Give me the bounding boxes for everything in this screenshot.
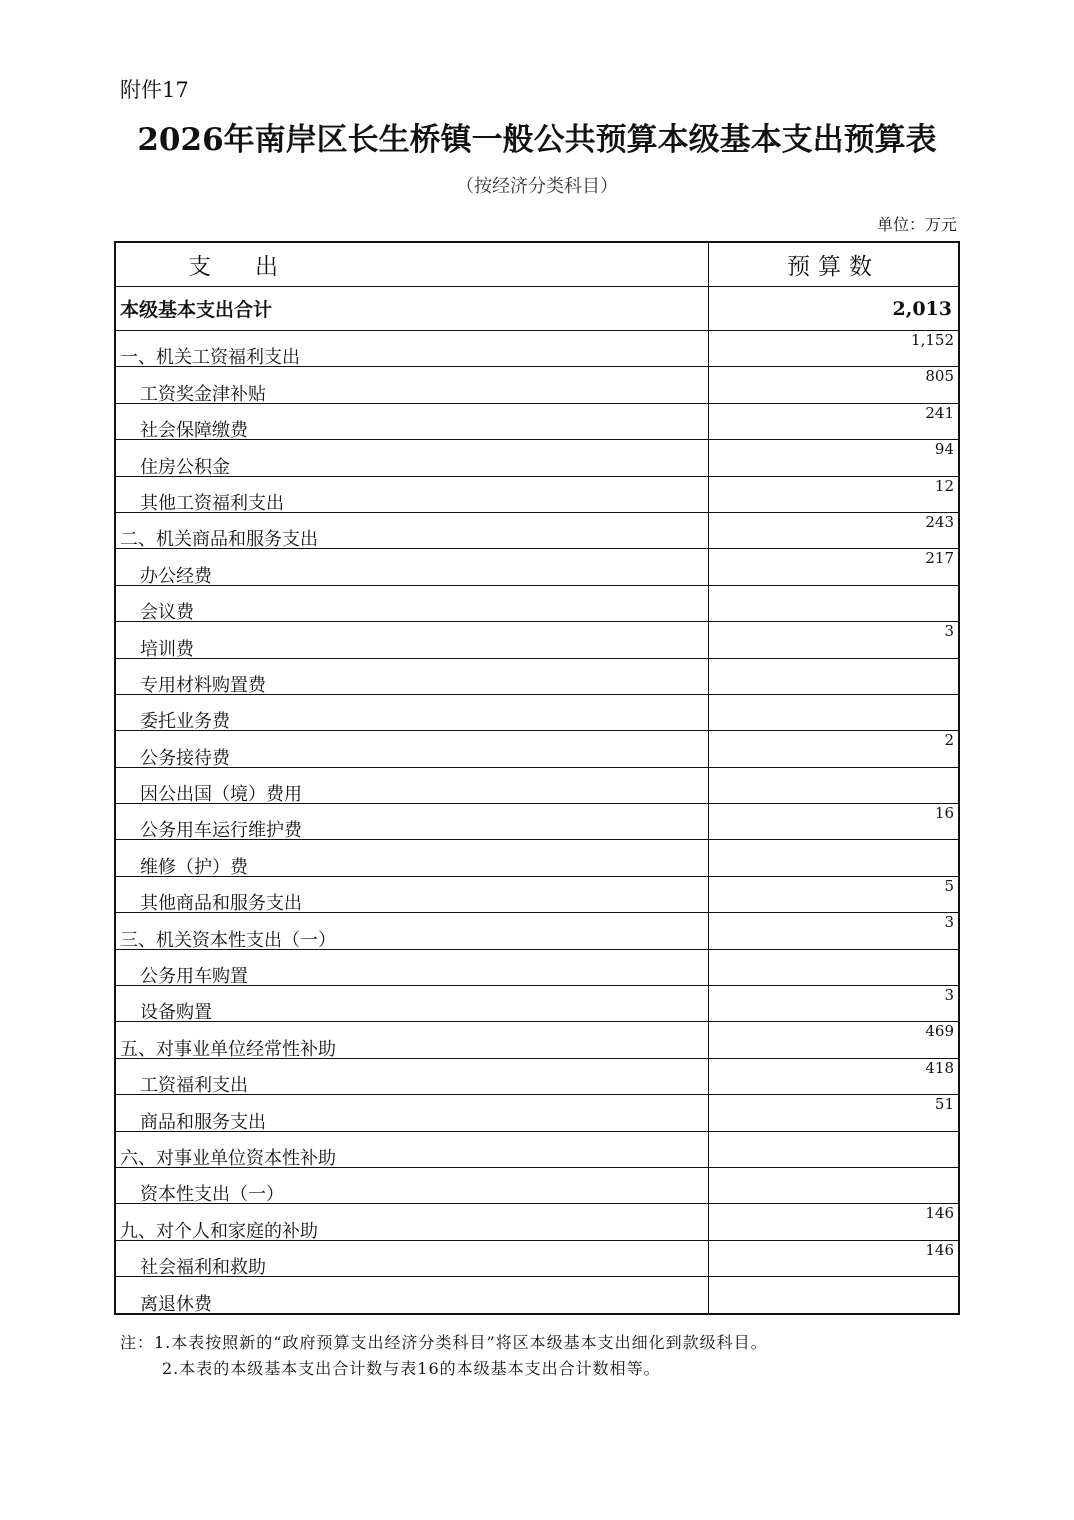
row-label: 一、机关工资福利支出 bbox=[120, 347, 300, 369]
row-label: 会议费 bbox=[140, 602, 194, 624]
row-label: 公务用车购置 bbox=[140, 966, 248, 988]
table-row bbox=[115, 622, 959, 658]
row-label: 九、对个人和家庭的补助 bbox=[120, 1220, 318, 1242]
row-value: 469 bbox=[709, 1022, 960, 1058]
row-label-cell bbox=[115, 876, 709, 915]
row-label-cell bbox=[115, 1131, 709, 1167]
row-value: 3 bbox=[709, 913, 960, 949]
row-label: 社会福利和救助 bbox=[140, 1257, 266, 1279]
table-row bbox=[115, 585, 959, 621]
table-row bbox=[115, 476, 959, 512]
row-value: 2 bbox=[709, 731, 960, 767]
row-value bbox=[709, 949, 960, 985]
table-row bbox=[115, 1204, 959, 1240]
row-label: 二、机关商品和服务支出 bbox=[120, 529, 318, 551]
table-row bbox=[115, 913, 959, 949]
row-label-cell bbox=[115, 694, 709, 733]
row-label: 三、机关资本性支出（一） bbox=[120, 929, 336, 951]
row-label-cell bbox=[115, 1022, 709, 1058]
table-row bbox=[115, 986, 959, 1022]
row-label-cell bbox=[115, 731, 709, 767]
row-value bbox=[709, 840, 960, 876]
row-value: 241 bbox=[709, 403, 960, 439]
table-row bbox=[115, 440, 959, 476]
row-value bbox=[709, 658, 960, 694]
row-label-cell bbox=[115, 1277, 709, 1314]
table-row bbox=[115, 876, 959, 912]
row-value: 3 bbox=[709, 622, 960, 658]
table-header-row bbox=[115, 242, 959, 287]
note-1: 注：1.本表按照新的“政府预算支出经济分类科目”将区本级基本支出细化到款级科目。 bbox=[120, 1333, 768, 1352]
table-row bbox=[115, 694, 959, 730]
row-label: 办公经费 bbox=[140, 565, 212, 587]
table-row bbox=[115, 549, 959, 585]
table-row bbox=[115, 1277, 959, 1314]
row-value: 1,152 bbox=[709, 331, 960, 367]
row-label: 五、对事业单位经常性补助 bbox=[120, 1038, 336, 1060]
table-row bbox=[115, 331, 959, 367]
page-title: 2026年南岸区长生桥镇一般公共预算本级基本支出预算表 bbox=[137, 122, 937, 158]
row-label-cell bbox=[115, 1058, 709, 1097]
row-label-cell bbox=[115, 840, 709, 876]
attachment-label: 附件17 bbox=[120, 78, 189, 102]
row-label-cell bbox=[115, 658, 709, 694]
row-label-cell bbox=[115, 403, 709, 442]
column-header-expenditure: 支出 bbox=[115, 242, 709, 287]
table-row bbox=[115, 367, 959, 403]
row-value bbox=[709, 694, 960, 730]
table-row bbox=[115, 767, 959, 803]
table-row bbox=[115, 731, 959, 767]
row-value: 5 bbox=[709, 876, 960, 912]
table-row bbox=[115, 949, 959, 985]
row-label: 六、对事业单位资本性补助 bbox=[120, 1147, 336, 1169]
row-value bbox=[709, 1131, 960, 1167]
row-label: 其他工资福利支出 bbox=[140, 492, 284, 514]
row-label: 公务接待费 bbox=[140, 747, 230, 769]
row-value: 16 bbox=[709, 804, 960, 840]
row-label: 公务用车运行维护费 bbox=[140, 820, 302, 842]
row-value: 12 bbox=[709, 476, 960, 512]
table-row bbox=[115, 1095, 959, 1131]
row-label-cell bbox=[115, 804, 709, 840]
row-label-cell bbox=[115, 549, 709, 585]
total-row bbox=[115, 287, 959, 331]
row-label-cell bbox=[115, 512, 709, 551]
row-label: 设备购置 bbox=[140, 1002, 212, 1024]
row-label: 委托业务费 bbox=[140, 711, 230, 733]
table-row bbox=[115, 1240, 959, 1276]
total-value: 2,013 bbox=[709, 287, 960, 331]
row-value: 94 bbox=[709, 440, 960, 476]
page-subtitle: （按经济分类科目） bbox=[456, 176, 618, 197]
row-label: 培训费 bbox=[140, 638, 194, 660]
row-label: 商品和服务支出 bbox=[140, 1111, 266, 1133]
table-row bbox=[115, 403, 959, 439]
row-label-cell bbox=[115, 1240, 709, 1279]
table-row bbox=[115, 804, 959, 840]
row-value bbox=[709, 585, 960, 621]
row-value: 243 bbox=[709, 512, 960, 548]
row-label: 其他商品和服务支出 bbox=[140, 893, 302, 915]
row-label: 工资福利支出 bbox=[140, 1075, 248, 1097]
table-row bbox=[115, 1167, 959, 1203]
row-value bbox=[709, 1277, 960, 1314]
table-row bbox=[115, 1058, 959, 1094]
row-value: 146 bbox=[709, 1240, 960, 1276]
row-label-cell bbox=[115, 331, 709, 367]
table-row bbox=[115, 840, 959, 876]
row-value bbox=[709, 1167, 960, 1203]
row-value: 146 bbox=[709, 1204, 960, 1240]
row-label-cell bbox=[115, 367, 709, 403]
row-label-cell bbox=[115, 913, 709, 949]
unit-label: 单位：万元 bbox=[876, 215, 957, 234]
row-label-cell bbox=[115, 1095, 709, 1131]
table-row bbox=[115, 1022, 959, 1058]
table-row bbox=[115, 512, 959, 548]
row-label: 住房公积金 bbox=[140, 456, 230, 478]
row-value bbox=[709, 767, 960, 803]
row-label-cell bbox=[115, 949, 709, 988]
row-label-cell bbox=[115, 986, 709, 1022]
row-value: 217 bbox=[709, 549, 960, 585]
note-2: 2.本表的本级基本支出合计数与表16的本级基本支出合计数相等。 bbox=[162, 1359, 661, 1378]
row-label-cell bbox=[115, 440, 709, 476]
row-label-cell bbox=[115, 1167, 709, 1206]
table-row bbox=[115, 658, 959, 694]
row-value: 418 bbox=[709, 1058, 960, 1094]
notes bbox=[120, 1330, 768, 1382]
table-row bbox=[115, 1131, 959, 1167]
row-label: 社会保障缴费 bbox=[140, 420, 248, 442]
row-value: 3 bbox=[709, 986, 960, 1022]
row-label: 工资奖金津补贴 bbox=[140, 383, 266, 405]
column-header-budget: 预算数 bbox=[709, 242, 960, 287]
budget-table bbox=[114, 241, 960, 1315]
row-value: 805 bbox=[709, 367, 960, 403]
row-label-cell bbox=[115, 767, 709, 806]
row-value: 51 bbox=[709, 1095, 960, 1131]
total-label: 本级基本支出合计 bbox=[115, 287, 709, 331]
row-label: 因公出国（境）费用 bbox=[140, 784, 302, 806]
row-label: 资本性支出（一） bbox=[140, 1184, 284, 1206]
row-label-cell bbox=[115, 1204, 709, 1240]
row-label-cell bbox=[115, 622, 709, 658]
row-label: 离退休费 bbox=[140, 1293, 212, 1315]
row-label: 专用材料购置费 bbox=[140, 674, 266, 696]
row-label-cell bbox=[115, 585, 709, 624]
row-label: 维修（护）费 bbox=[140, 856, 248, 878]
row-label-cell bbox=[115, 476, 709, 512]
